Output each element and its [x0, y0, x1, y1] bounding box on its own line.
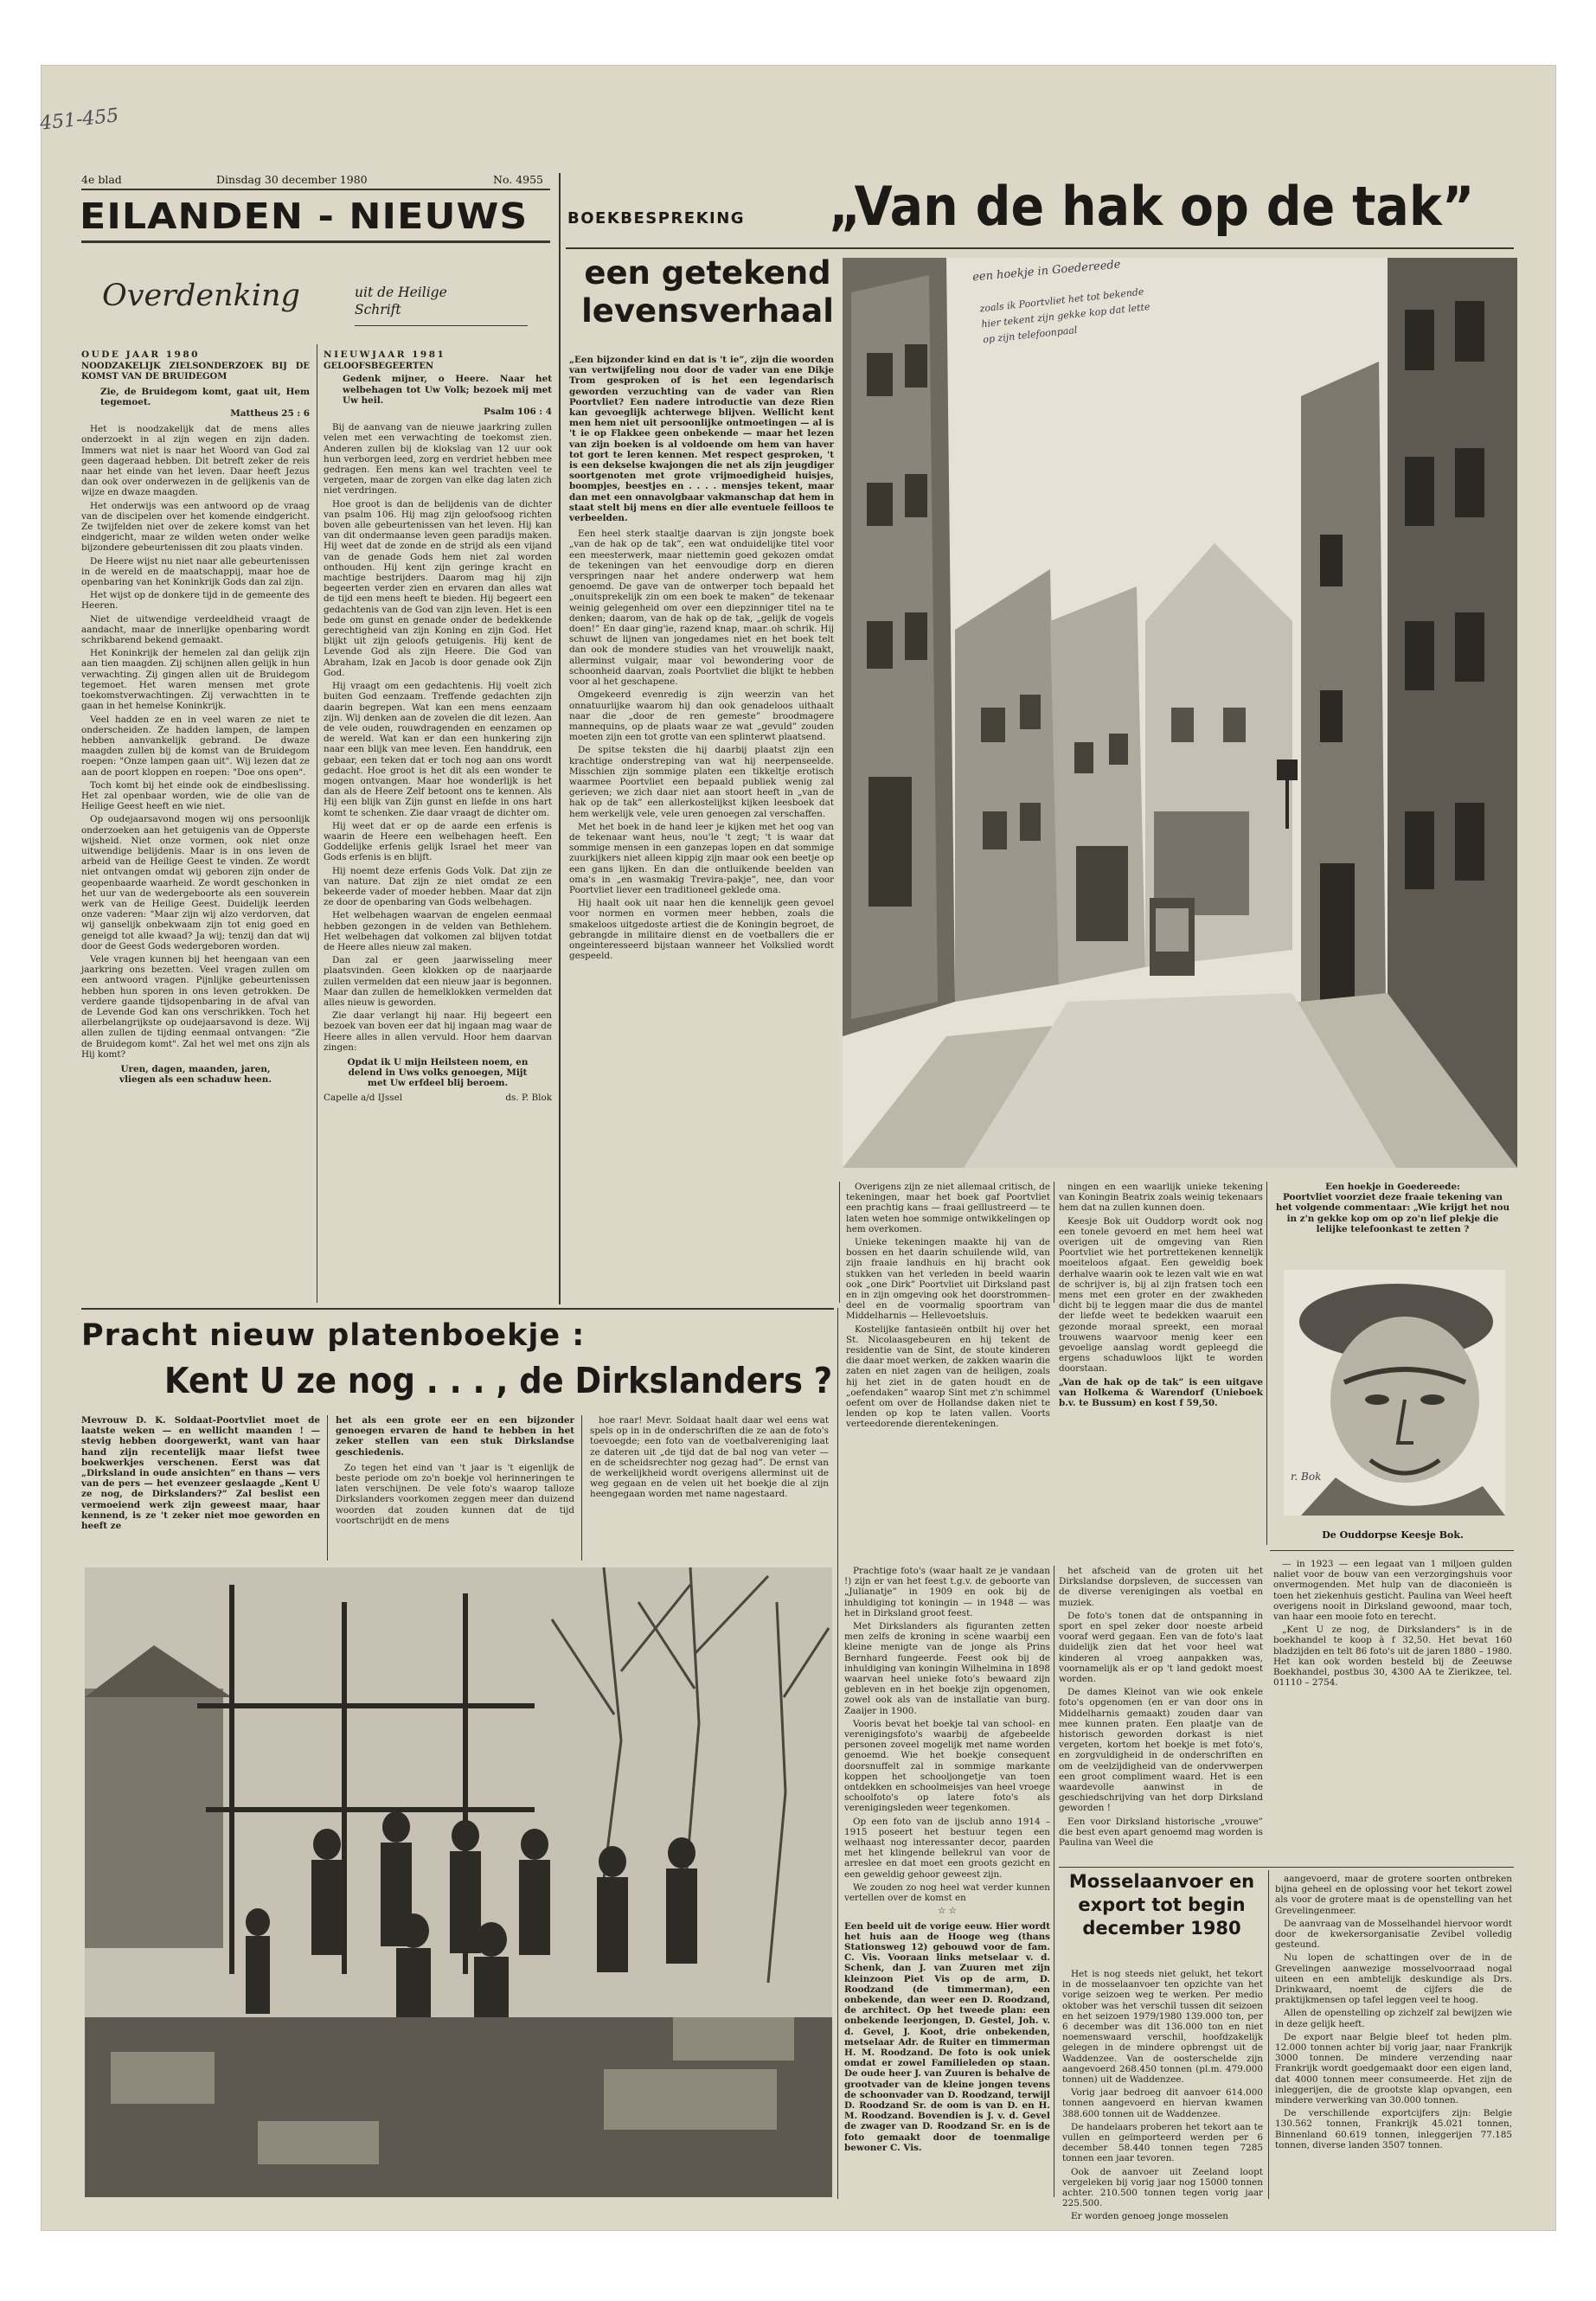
- review-lead: „Een bijzonder kind en dat is 't ie”, zijn die woorden van vertwijfeling nou door de vader van ene Dikje Trom gesproken of is het een legendarisch geworden verzuchting van de vader van Rien Poortvliet? Een nadere introductie van deze Rien kan gevoeglijk achterwege blijven. Wellicht kent men hem niet uit persoonlijke ontmoetingen — al is 't ie op Flakkee geen onbekende — maar het lezen van zijn boeken is al voldoende om hem van haver tot gort te leren kennen. Met respect gesproken, 't is een dekselse kwajongen die net als zijn jeugdiger soortgenoten met grote vrijmoedigheid huisjes, boompjes, beestjes en . . . . mensjes tekent, maar dan met een onnavolgbaar vakmanschap dat hem in staat stelt bij mens en dier alle eventuele feilloos te verbeelden.: [569, 355, 834, 524]
- paragraph: Het is nog steeds niet gelukt, het tekort in de mosselaanvoer ten opzichte van het vorige seizoen weg te werken. Per medio oktober was het verschil tussen dit seizoen en het seizoen 1979/1980 139.000 ton, per 6 december was dit 136.000 ton en niet noemenswaard verschil, hoofdzakelijk gelegen in de mindere opbrengst uit de Waddenzee. Van de oosterschelde zijn aangevoerd 268.450 tonnen (pl.m. 479.000 tonnen) uit de Waddenzee.: [1062, 1969, 1263, 2086]
- nieuwjaar-quote: Gedenk mijner, o Heere. Naar het welbehagen tot Uw Volk; bezoek mij met Uw heil.: [343, 374, 552, 406]
- nieuwjaar-title: NIEUWJAAR 1981: [324, 349, 446, 360]
- oude-jaar-title: OUDE JAAR 1980: [81, 349, 200, 360]
- paragraph: De verschillende exportcijfers zijn: Belgie 130.562 tonnen, Frankrijk 45.021 tonnen, Binnenland 60.619 tonnen, inleggerijen 77.185 tonnen, diverse landen 3507 tonnen.: [1275, 2108, 1512, 2150]
- review-subheadline: een getekend levensverhaal: [581, 254, 834, 330]
- nieuwjaar-body: [324, 422, 552, 1053]
- street-drawing: [843, 258, 1517, 1168]
- paragraph: ningen en een waarlijk unieke tekening van Koningin Beatrix zoals weinig tekenaars hem dat na zullen kunnen doen.: [1059, 1182, 1263, 1214]
- paragraph: Zo tegen het eind van 't jaar is 't eigenlijk de beste periode om zo'n boekje vol herinneringen te laten verschijnen. De vele foto's waarop talloze Dirkslanders voorkomen zeggen meer dan duizend woorden dat zouden kunnen dat de tijd voortschrijdt en de mens: [336, 1462, 574, 1526]
- goedereede-sketch: [843, 258, 1517, 1168]
- paragraph: Niet de uitwendige verdeeldheid vraagt de aandacht, maar de innerlijke openbaring wordt schrikbarend bekend gemaakt.: [81, 613, 310, 646]
- platenboekje-column-a: [844, 1566, 1050, 2206]
- sketch-note-2: zoals ik Poortvliet het tot bekende hier tekent zijn gekke kop dat lette op zijn telefoonpaal: [978, 285, 1151, 346]
- paragraph: — in 1923 — een legaat van 1 miljoen gulden naliet voor de bouw van een verzorgingshuis voor onvermogenden. Met hulp van de diaconieën is toen het ziekenhuis gesticht. Paulina van Weel heeft overigens nooit in Dirksland gewoond, maar toch, van haar een mooie foto en terecht.: [1273, 1559, 1512, 1623]
- paragraph: Met Dirkslanders als figuranten zetten men zelfs de kroning in scène waarbij een kleine menigte van de jonge als Prins Bernhard fungeerde. Feest ook bij de inhuldiging van koningin Wilhelmina in 1898 waarvan heel unieke foto's bewaard zijn gebleven en in het boekje zijn opgenomen, zowel ook als van de installatie van burg. Zaaijer in 1900.: [844, 1621, 1050, 1716]
- paragraph: De handelaars proberen het tekort aan te vullen en geïmporteerd werden per 6 december 58.440 tonnen tegen 7285 tonnen een jaar tevoren.: [1062, 2121, 1263, 2164]
- author-place: Capelle a/d IJssel: [324, 1092, 403, 1103]
- platenboekje-column-c: [1273, 1559, 1512, 1732]
- nieuwjaar-quote-ref: Psalm 106 : 4: [484, 407, 552, 418]
- section-kicker: BOEKBESPREKING: [567, 209, 746, 228]
- paragraph: Bij de aanvang van de nieuwe jaarkring zullen velen met een verwachting de toekomst zien. Anderen zullen bij de klokslag van 12 uur ook hun verborgen leed, zorg en verdriet hebben mee gedragen. Een mens kan wel trachten veel te vergeten, maar de zorgen van elke dag laten zich niet verdringen.: [324, 422, 552, 497]
- paragraph: Veel hadden ze en in veel waren ze niet te onderscheiden. Ze hadden lampen, de lampen hebben aanvankelijk gebrand. De dwaze maagden zullen bij de komst van de Bruidegom roepen: "Onze lampen gaan uit". Wij lezen dat ze aan de poort kloppen en roepen: "Doe ons open".: [81, 714, 310, 778]
- keesje-bok-portrait: [1284, 1270, 1505, 1516]
- paragraph: De dames Kleinot van wie ook enkele foto's opgenomen (en er van door ons in Middelharnis gemaakt) zouden daar van mee kunnen praten. Een plaatje van de historisch geworden dorkast is niet vergeten, kortom het boekje is met foto's, en zorgvuldigheid in de onderschriften en om de veelzijdigheid van de ondervwerpen een groot compliment waard. Het is een waardevolle aanwinst in de geschiedschrijving van het dorp Dirksland geworden !: [1059, 1687, 1263, 1814]
- sketch-caption: [1275, 1182, 1510, 1268]
- paragraph: Er worden genoeg jonge mosselen: [1071, 2211, 1228, 2222]
- platenboekje-column-b: [1059, 1566, 1263, 1874]
- paragraph: „Kent U ze nog, de Dirkslanders” is in de boekhandel te koop à f 32,50. Het bevat 160 bladzijden en telt 86 foto's uit de jaren 1880 – 1980. Het kan ook worden besteld bij de Zeeuwse Boekhandel, postbus 30, 4300 AA te Zierikzee, tel. 01110 – 2754.: [1273, 1625, 1512, 1689]
- paragraph: Overigens zijn ze niet allemaal critisch, de tekeningen, maar het boek gaf Poortvliet een prachtig kans — fraai geïllustreerd — te laten weten hoe sommige ontwikkelingen op hem overkomen.: [846, 1182, 1050, 1234]
- oude-jaar-body: [81, 424, 310, 1060]
- issue-date: Dinsdag 30 december 1980: [216, 173, 368, 186]
- paragraph: Het onderwijs was een antwoord op de vraag van de discipelen over het komende eindgericht. Ze twijfelden niet over de zekere komst van het eindgericht, maar ze wilden weten onder welke bijzondere gebeurtenissen dit zou plaats vinden.: [81, 500, 310, 554]
- photo-caption: Een beeld uit de vorige eeuw. Hier wordt het huis aan de Hooge weg (thans Stationsweg 12) gebouwd voor de fam. C. Vis. Vooraan links metselaar v. d. Schenk, dan J. van Zuuren met zijn kleinzoon Piet Vis op de arm, D. Roodzand (de timmerman), een onbekende, dan weer een D. Roodzand, de architect. Op het tweede plan: een onbekende leerjongen, D. Gestel, Joh. v. d. Gevel, J. Koot, drie onbekenden, metselaar Adr. de Ruiter en timmerman H. M. Roodzand. De foto is ook uniek omdat er zowel Familieleden op staan. De oude heer J. van Zuuren is behalve de grootvader van de kleine jongen tevens de schoonvader van D. Roodzand, terwijl D. Roodzand Sr. de oom is van D. en H. M. Roodzand. Bovendien is J. v. d. Gevel de zwager van D. Roodzand Sr. en is de foto gemaakt door de toenmalige bewoner C. Vis.: [844, 1920, 1050, 2153]
- book-credit: „Van de hak op de tak” is een uitgave van Holkema & Warendorf (Unieboek b.v. te Bussum) en kost f 59,50.: [1059, 1376, 1263, 1409]
- review-column-2: [846, 1182, 1050, 1430]
- paragraph: Een voor Dirksland historische „vrouwe” die best even apart genoemd mag worden is Paulina van Weel die: [1059, 1816, 1263, 1849]
- paragraph: Nu lopen de schattingen over de in de Grevelingen aanwezige mosselvoorraad nogal uiteen en een ambtelijk deskundige als Drs. Drinkwaard, noemt de cijfers die de praktijkmensen op tafel leggen veel te hoog.: [1275, 1952, 1512, 2006]
- paragraph: Hij haalt ook uit naar hen die kennelijk geen gevoel voor normen en vormen meer hebben, zoals die smakeloos uitgedoste artiest die de Koningin begroet, de gebrangde in militaire dienst en de voetballers die er ongeinteresseerd bijstaan wanneer het Volkslied wordt gespeeld.: [569, 898, 834, 962]
- overdenking-left-column: [81, 349, 310, 1301]
- paragraph: Het welbehagen waarvan de engelen eenmaal hebben gezongen in de velden van Bethlehem. Het welbehagen dat volkomen zal blijven totdat de Heere alles nieuw zal maken.: [324, 910, 552, 952]
- sketch-note-1: een hoekje in Goedereede: [971, 258, 1122, 285]
- paragraph: De export naar Belgie bleef tot heden plm. 12.000 tonnen achter bij vorig jaar, naar Frankrijk 3000 tonnen. De mindere verzending naar Frankrijk wordt goedgemaakt door een eigen land, dat 4000 tonnen meer consumeerde. Het zijn de inleggerijen, die de grootste klap opvangen, een mindere verwerking van 30.000 tonnen.: [1275, 2031, 1512, 2106]
- portrait-signature: r. Bok: [1291, 1471, 1322, 1483]
- oude-jaar-closing: Uren, dagen, maanden, jaren, vliegen als een schaduw heen.: [119, 1064, 272, 1086]
- paragraph: We zouden zo nog heel wat verder kunnen vertellen over de komst en: [844, 1881, 1050, 1904]
- paragraph: het afscheid van de groten uit het Dirkslandse dorpsleven, de successen van de diverse verenigingen als voetbal en muziek.: [1059, 1566, 1263, 1608]
- paragraph: Dan zal er geen jaarwisseling meer plaatsvinden. Geen klokken op de naarjaarde zullen vermelden dat een nieuw jaar is begonnen. Maar dan zullen de hemelklokken vermelden dat alles nieuw is geworden.: [324, 955, 552, 1008]
- paragraph: Op een foto van de ijsclub anno 1914 – 1915 poseert het bestuur tegen een welhaast nog interessanter decor, paarden met het klingende bellekrul van voor de arreslee en dat moet een groots gezicht en een geweldig gehoor geweest zijn.: [844, 1816, 1050, 1880]
- paragraph: De aanvraag van de Mosselhandel hiervoor wordt door de kwekersorganisatie Zevibel volledig gesteund.: [1275, 1918, 1512, 1951]
- paragraph: Unieke tekeningen maakte hij van de bossen en het daarin schuilende wild, van zijn fraaie landhuis en hij bracht ook stukken van het verleden in beeld waarin ook „one Dirk” Poortvliet uit Dirksland past en in zijn omgeving ook het doorstrommen-deel en de voormalig spoortram van Middelharnis — Hellevoetsluis.: [846, 1237, 1050, 1322]
- review-column-1: [569, 355, 834, 1154]
- platenboekje-kicker: Pracht nieuw platenboekje :: [81, 1318, 586, 1353]
- paragraph: Het wijst op de donkere tijd in de gemeente des Heeren.: [81, 590, 310, 612]
- separator-stars: ☆ ☆: [938, 1906, 957, 1917]
- historic-building-photo: [85, 1567, 832, 2197]
- oude-jaar-subtitle: NOODZAKELIJK ZIELSONDERZOEK BIJ DE KOMST VAN DE BRUIDEGOM: [81, 362, 310, 382]
- paragraph: Een heel sterk staaltje daarvan is zijn jongste boek „van de hak op de tak”, een wat onduidelijke titel voor een meesterwerk, maar niettemin goed gekozen omdat de tekeningen van het eenvoudige dorp en dieren verspringen naar het andere onderwerp wat hem genoemd. De gave van de ontwerper toch bepaald het „onuitsprekelijk zin om een boek te maken” de tekenaar weinig gelegenheid om over een diepzinniger titel na te denken; daarom, van de hak op de tak, „gelijk de vogels doen!” En daar ging'ie, razend knap, maar..oh schrik. Hij schuwt de lijnen van jongedames niet en het boek telt dan ook de mondere studies van het vrouwelijk naakt, allerminst vulgair, maar vol bewondering voor de schoonheid daarvan, zoals Poortvliet die blijkt te hebben voor al het geschapene.: [569, 529, 834, 688]
- paragraph: Kostelijke fantasieën ontbilt hij over het St. Nicolaasgebeuren en hij tekent de residentie van de Sint, de stoute kinderen die daar moet werken, de zakken waarin die zaten en niet zagen van de heiligen, zoals hij het ziet in de gaten houdt en de „oefendaken” waarop Sint met z'n schimmel oefent om over de Hollandse daken niet te lenden op kop te laten vallen. Voorts verteedorende dierentekeningen.: [846, 1324, 1050, 1430]
- overdenking-subheading: uit de Heilige Schrift: [355, 285, 447, 317]
- paragraph: Op oudejaarsavond mogen wij ons persoonlijk onderzoeken aan het getuigenis van de Opperste wijsheid. Niet onze vormen, ook niet onze uitwendige belijdenis. Maar is in ons leven de arbeid van de Heilige Geest te vinden. Ze wordt niet ontvangen omdat wij geboren zijn onder de geopenbaarde waarheid. Ze wordt geschonken in het uur van de wedergeboorte als een souverein werk van de Heilige Geest. Duidelijk leerden onze vaderen: "Maar zijn wij alzo verdorven, dat wij ganselijk onbekwaam zijn tot enig goed en geneigd tot alle kwaad? Ja wij; tenzij dan dat wij door de Geest Gods wedergeboren worden.: [81, 814, 310, 952]
- paragraph: Omgekeerd evenredig is zijn weerzin van het onnatuurlijke waarom hij dan ook genadeloos uithaalt naar die „door de ren gemeste” broodmagere mannequins, op de plaats waar ze wat „gevuld” zouden moeten zijn een tot grotte van een splinterwt plaatsend.: [569, 689, 834, 743]
- mussels-column-1: [1062, 1969, 1263, 2222]
- mussels-headline: Mosselaanvoer en export tot begin december 1980: [1068, 1871, 1255, 1939]
- paragraph: aangevoerd, maar de grotere soorten ontbreken bijna geheel en de oplossing voor het tekort zowel als voor de grotere maat is de openstelling van het Grevelingenmeer.: [1275, 1874, 1512, 1916]
- overdenking-heading: Overdenking: [102, 279, 300, 313]
- paragraph: Met het boek in de hand leer je kijken met het oog van de tekenaar want heus, nou'le 't zegt; 't is waar dat sommige mensen in een ganzepas lopen en dat sommige zuurkijkers niet alleen kippig zijn maar ook een beetje op een gans lijken. En dan die ontluikende beelden van oma's in „en wasmakig Trevira-pakje”, nee, dan voor Poortvliet liever een traditioneel geklede oma.: [569, 821, 834, 895]
- sketch-caption-title: Een hoekje in Goedereede:: [1325, 1182, 1460, 1192]
- paragraph: Allen de openstelling op zichzelf zal bewijzen wie in deze gelijk heeft.: [1275, 2008, 1512, 2029]
- author-name: ds. P. Blok: [505, 1092, 552, 1103]
- paragraph: Hij noemt deze erfenis Gods Volk. Dat zijn ze van nature. Dat zijn ze niet omdat ze een bekeerde vader of moeder hebben. Maar dat zijn ze door de openbaring van Gods welbehagen.: [324, 865, 552, 908]
- paragraph: Hij weet dat er op de aarde een erfenis is waarin de Heere een welbehagen heeft. Een Goddelijke erfenis gelijk Israel het meer van Gods erfenis is en blijft.: [324, 820, 552, 863]
- platenboekje-intro-3: [590, 1415, 829, 1562]
- review-headline: „Van de hak op de tak”: [829, 175, 1475, 238]
- paragraph: hoe raar! Mevr. Soldaat haalt daar wel eens wat spels op in in de onderschriften die ze aan de foto's toevoegde; een foto van de voetbalvereniging laat ze dateren uit „de tijd dat de bal nog van veter — en de scheidsrechter nog gezag had”. De ernst van de werkelijkheid wordt overigens allerminst uit de weg gegaan en de velen uit het boekje die al zijn heengegaan worden met name nagestaard.: [590, 1415, 829, 1500]
- oude-jaar-quote: Zie, de Bruidegom komt, gaat uit, Hem tegemoet.: [100, 386, 310, 407]
- platenboekje-intro-2: [336, 1415, 574, 1562]
- paragraph: Vorig jaar bedroeg dit aanvoer 614.000 tonnen aangevoerd en hiervan kwamen 388.600 tonnen uit de Waddenzee.: [1062, 2087, 1263, 2119]
- paragraph: De foto's tonen dat de ontspanning in sport en spel zeker door noeste arbeid vooraf werd gegaan. Een van de foto's laat duidelijk zien dat het voor heel wat kinderen al vroeg aanpakken was, voornamelijk als er op 't land gedokt moest worden.: [1059, 1610, 1263, 1685]
- issue-number: No. 4955: [493, 173, 544, 186]
- paragraph: Ook de aanvoer uit Zeeland loopt vergeleken bij vorig jaar nog 15000 tonnen achter. 210.500 tonnen tegen vorig jaar 225.500.: [1062, 2166, 1263, 2209]
- sketch-caption-text: Poortvliet voorziet deze fraaie tekening van het volgende commentaar: „Wie krijgt het nou in z'n gekke kop om op zo'n lief plekje die lelijke telefoonkast te zetten ?: [1275, 1192, 1510, 1234]
- paragraph: Vele vragen kunnen bij het heengaan van een jaarkring ons bezetten. Veel vragen zullen om een antwoord vragen. Pijnlijke gebeurtenissen hebben hun sporen in ons leven getrokken. De verdere gaande tijdsopenbaring in de afval van de Levende God kan ons verschrikken. Toch het allerbelangrijkste op oudejaarsavond is deze. Wij allen zullen de tijding eenmaal ontvangen: "Zie de Bruidegom komt". Zal het wel met ons zijn als Hij komt?: [81, 953, 310, 1060]
- paragraph: Zie daar verlangt hij naar. Hij begeert een bezoek van boven eer dat hij ingaan mag waar de Heere alles in allen vervuld. Hoor hem daarvan zingen:: [324, 1010, 552, 1053]
- newspaper-page: [38, 66, 1555, 2230]
- paragraph: Het is noodzakelijk dat de mens alles onderzoekt in al zijn wegen en zijn daden. Immers wat niet is naar het Woord van God zal geen dageraad hebben. Dit betreft zeker de reis naar het einde van het leven. Daar heeft Jezus dan ook over onderwezen in de gelijkenis van de wijze en dwaze maagden.: [81, 424, 310, 498]
- nieuwjaar-subtitle: GELOOFSBEGEERTEN: [324, 362, 434, 372]
- paragraph: Prachtige foto's (waar haalt ze je vandaan !) zijn er van het feest t.g.v. de geboorte van „Julianatje” in 1909 en ook bij de inhuldiging tot koningin — in 1948 — was het in Dirksland groot feest.: [844, 1566, 1050, 1618]
- page-label: 4e blad: [81, 173, 122, 186]
- paragraph: De spitse teksten die hij daarbij plaatst zijn een krachtige onderstreping van wat hij neerpenseelde. Misschien zijn sommige platen een tikkeltje erotisch waarmee Poortvliet een bepaald publiek wenig zal gerieven; we zich daar niet aan stoort heeft in „van de hak op de tak” een allerkostelijkst kijken leesboek dat hem werkelijk vele, vele uren genoegen zal verschaffen.: [569, 745, 834, 819]
- portrait-caption: De Ouddorpse Keesje Bok.: [1322, 1529, 1464, 1541]
- platenboekje-intro-1: Mevrouw D. K. Soldaat-Poortvliet moet de laatste weken — en wellicht maanden ! — stevig hebben doorgewerkt, want van haar hand zijn recentelijk maar liefst twee boekwerkjes verschenen. Eerst was dat „Dirksland in oude ansichten” en thans — vers van de pers — het evenzeer geslaagde „Kent U ze nog, de Dirkslanders?” Zal beslist een vermoeiend werk zijn geweest maar, haar kennend, is ze 't zeker niet moe geworden en heeft ze: [81, 1415, 320, 1532]
- masthead-title: EILANDEN - NIEUWS: [80, 195, 529, 237]
- paragraph: Hij vraagt om een gedachtenis. Hij voelt zich buiten God eenzaam. Treffende gedachten zijn daarin begrepen. Wat kan een mens eenzaam zijn. Wij denken aan de zovelen die dit lezen. Aan de vele ouden, rouwdragenden en eenzamen op de wereld. Wat kan er dan een hunkering zijn naar een blijk van mee leven. Een handdruk, een gebaar, een teken dat er toch nog aan ons wordt gedacht. Hoe groot is het dit als een wonder te mogen ontvangen. Maar hoe wonderlijk is het dan als de Heere Zelf betoont ons te kennen. Als Hij een blijk van Zijn gunst en liefde in ons hart komt te schenken. Zie daar vraagt de dichter om.: [324, 681, 552, 818]
- overdenking-right-column: [324, 349, 552, 1301]
- photo-scene: [85, 1567, 832, 2197]
- review-column-3: [1059, 1182, 1263, 1409]
- margin-note: 451-455: [38, 105, 120, 135]
- paragraph: het als een grote eer en een bijzonder genoegen ervaren de hand te hebben in het zeker stellen van een stuk Dirkslandse geschiedenis.: [336, 1415, 574, 1458]
- nieuwjaar-closing: Opdat ik U mijn Heilsteen noem, en delend in Uws volks genoegen, Mijt met Uw erfdeel blij beroem.: [347, 1057, 529, 1089]
- mussels-column-2: [1275, 1874, 1512, 2199]
- paragraph: Keesje Bok uit Ouddorp wordt ook nog een tonele gevoerd en met hem heel wat overigen uit de omgeving van Rien Poortvliet wie het portrettekenen kennelijk moeiteloos afgaat. Een geweldig boek derhalve waarin ook te lezen valt wie en wat de schrijver is, bij al zijn fratsen toch een mens met een groter en der zwakheden dicht bij te leggen maar die dus de mantel der liefde weet te bedekken waaruit een gezonde moraal spreekt, een moraal trouwens waarvoor menig keer een gevoelige aanslag wordt gepleegd die ergens schaduwloos lijkt te worden doorstaan.: [1059, 1215, 1263, 1375]
- paragraph: Vooris bevat het boekje tal van school- en verenigingsfoto's waarbij de afgebeelde personen zoveel mogelijk met name worden genoemd. Wie het boekje consequent doorsnuffelt zal in sommige markante koppen het schooljongetje van toen ontdekken en schoolmeisjes van heel vroege schoolfoto's op latere foto's als verenigingsleden weer tegenkomen.: [844, 1718, 1050, 1814]
- paragraph: Hoe groot is dan de belijdenis van de dichter van psalm 106. Hij mag zijn geloofsoog richten boven alle gebeurtenissen van het leven. Hij kan van dit ondermaanse leven geen paradijs maken. Hij weet dat de zonde en de strijd als een vijand van de genade Gods hem niet zal worden onthouden. Hij kent zijn geringe kracht en machtige bestrijders. Daarom mag hij zijn begeerten verder zien en ervaren dan alles wat de tijd een mens heeft te bieden. Hij begeert een gedachtenis van de God van zijn leven. Het is een bede om gunst en genade onder de bedekkende gerechtigheid van zijn Koning en zijn God. Het blijkt uit zijn geloofs getuigenis. Hij kent de Levende God als zijn Heere. Die God van Abraham, Izak en Jacob is door genade ook Zijn God.: [324, 498, 552, 678]
- paragraph: De Heere wijst nu niet naar alle gebeurtenissen in de wereld en de maatschappij, maar hoe de openbaring van het Koninkrijk Gods dan zal zijn.: [81, 555, 310, 588]
- oude-jaar-quote-ref: Mattheus 25 : 6: [230, 408, 310, 420]
- paragraph: Het Koninkrijk der hemelen zal dan gelijk zijn aan tien maagden. Zij schijnen allen gelijk in hun verwachting. Zij gingen allen uit de Bruidegom tegemoet. Het waren mensen met grote toekomstverwachtingen. Zij verwachtten in te gaan in het hemelse Koninkrijk.: [81, 648, 310, 712]
- paragraph: Toch komt bij het einde ook de eindbeslissing. Het zal openbaar worden, wie de olie van de Heilige Geest heeft en wie niet.: [81, 779, 310, 812]
- platenboekje-headline: Kent U ze nog . . . , de Dirkslanders ?: [164, 1360, 833, 1401]
